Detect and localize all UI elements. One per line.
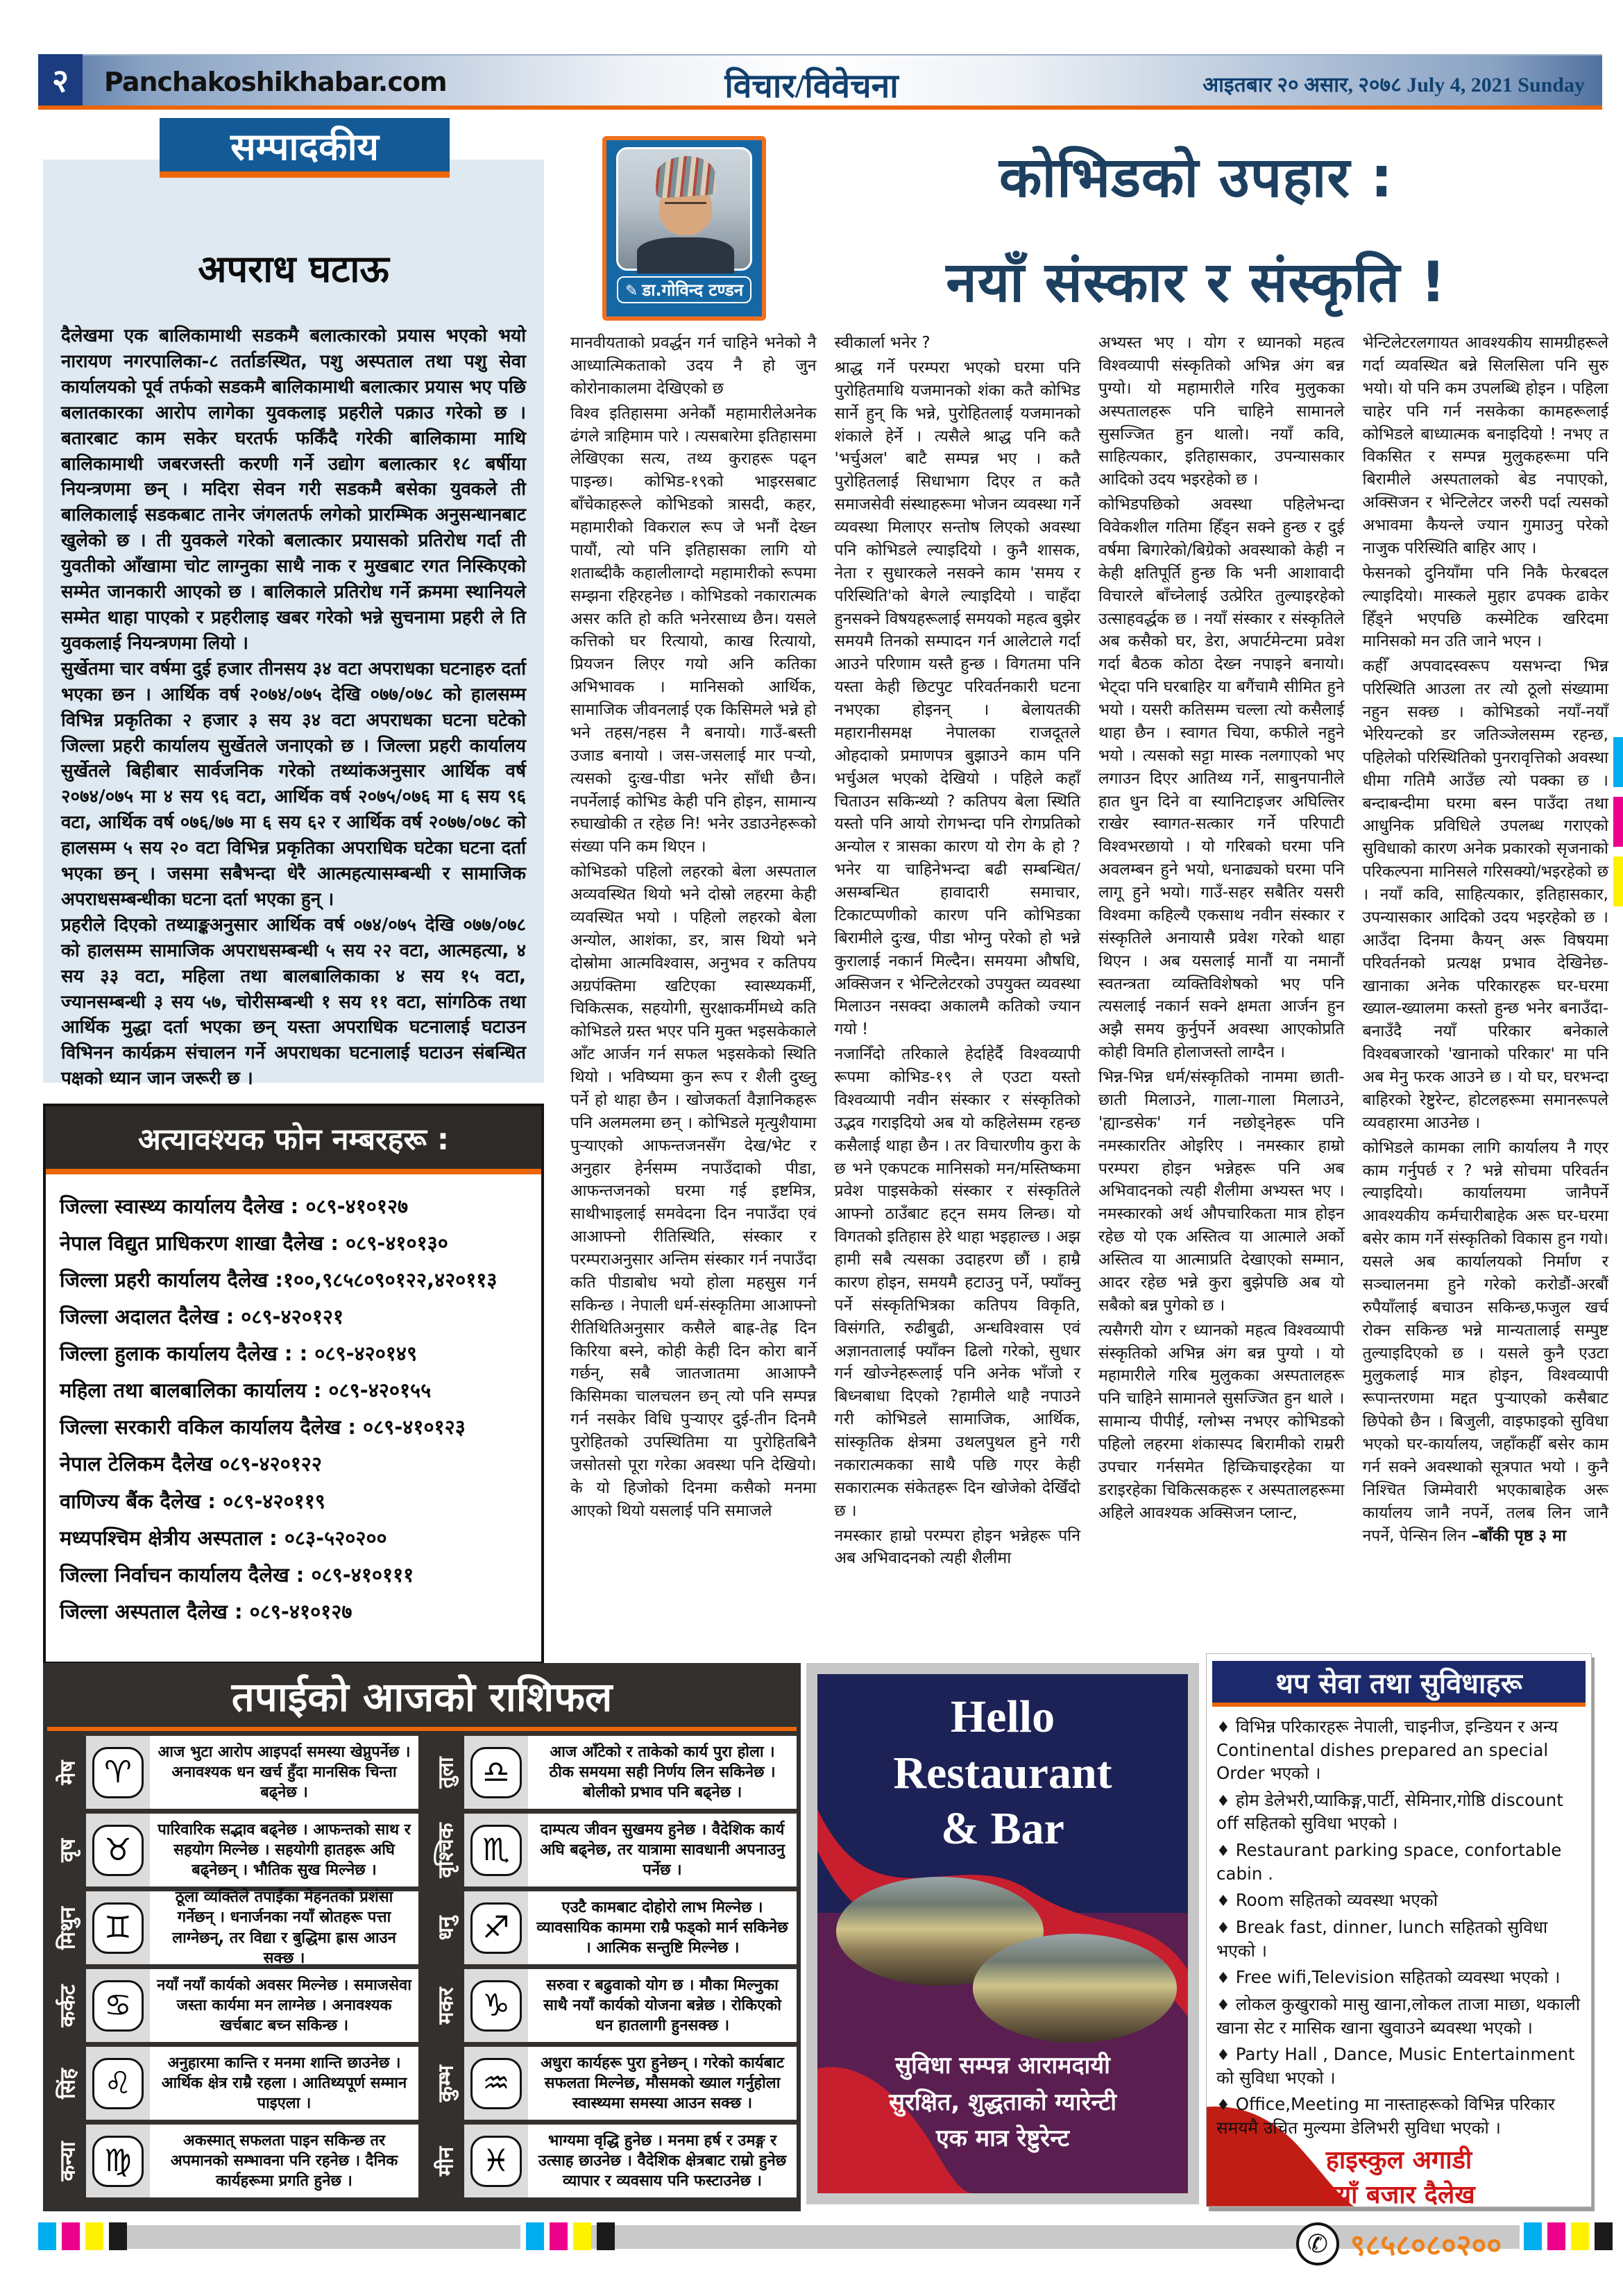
editorial-paragraph: सुर्खेतमा चार वर्षमा दुई हजार तीनसय ३४ वटा अपराधका घटनाहरु दर्ता भएका छन । आर्थिक वर्ष २०७४/०७५ देखि ०७७/०७८ को हालसम्म विभिन्न प्रकृतिका २ हजार ३ सय ३४ वटा अपराधका घटना घटेको जिल्ला प्रहरी कार्यालय सुर्खेतले जनाएको छ । जिल्ला प्रहरी कार्यालय सुर्खेतले बिहीबार सार्वजनिक गरेको तथ्यांकअनुसार आर्थिक वर्ष २०७४/०७५ मा ४ सय ९६ वटा, आर्थिक वर्ष २०७५/०७६ मा ६ सय ९६ वटा, आर्थिक वर्ष ०७६/७७ मा ६ सय ६२ र आर्थिक वर्ष २०७७/०७८ को हालसम्म ५ सय २० वटा विभिन्न प्रकृतिका अपराधिक घटेका घटना दर्ता भएका छन् । जसमा सबैभन्दा धेरै आत्महत्यासम्बन्धी र सामाजिक अपराधसम्बन्धीका घटना दर्ता भएका हुन् । bbox=[61, 658, 526, 910]
article-paragraph: नमस्कार हाम्रो परम्परा होइन भन्नेहरू पनि अब अभिवादनको त्यही शैलीमा bbox=[834, 1526, 1080, 1568]
phone-entry: नेपाल विद्युत प्राधिकरण शाखा दैलेख : ०८९-४१०१३० bbox=[60, 1231, 448, 1256]
phone-entry: जिल्ला सरकारी वकिल कार्यालय दैलेख : ०८९-४१०१२३ bbox=[60, 1415, 466, 1440]
phone-directory bbox=[43, 1104, 544, 1664]
sign-label: कुम्भ bbox=[425, 2047, 464, 2120]
leo-icon: ♌ bbox=[92, 2058, 144, 2109]
article-paragraph-text: कोभिडले कामका लागि कार्यालय नै गएर काम गर्नुपर्छ र ? भन्ने सोचमा परिवर्तन ल्याइदियो। कार्यालयमा जानैपर्ने आवश्यकीय कर्मचारीबाहेक अरू घर-घरमा बसेर काम गर्ने संस्कृतिको विकास हुन गयो। यसले अब कार्यालयको निर्माण र सञ्चालनमा हुने गरेको करोडौं-अरबौं रुपैयाँलाई बचाउन सकिन्छ,फजुल खर्च रोक्न सकिन्छ भन्ने मान्यतालाई सम्पुष्ट तुल्याइदिएको छ । यसले कुनै एउटा मुलुकलाई मात्र होइन, विश्वव्यापी रूपान्तरणमा मद्दत पुर्‍याएको कसैबाट छिपेको छैन । बिजुली, वाइफाइको सुविधा भएको घर-कार्यालय, जहाँकहीँ बसेर काम गर्न सक्ने अवस्थाको सूत्रपात भयो । कुनै निश्चित जिम्मेवारी भएकाबाहेक अरू कार्यालय जानै नपर्ने, तलब लिन जानै नपर्ने, पेन्सिन लिन bbox=[1362, 1138, 1608, 1545]
pisces-icon: ♓ bbox=[470, 2136, 522, 2187]
editorial-body bbox=[61, 323, 526, 1092]
scorpio-icon: ♏ bbox=[470, 1825, 522, 1876]
sign-forecast: अधुरा कार्यहरू पुरा हुनेछन् । गरेको कार्यबाट सफलता मिल्नेछ, मौसमको ख्याल गर्नुहोला स्वास्थ्यमा समस्या आउन सक्छ । bbox=[541, 2054, 784, 2113]
virgo-icon: ♍ bbox=[92, 2136, 144, 2187]
service-item: ♦ Restaurant parking space, confortable cabin . bbox=[1216, 1839, 1562, 1884]
service-item: ♦ Free wifi,Television सहितको व्यवस्था भएको । bbox=[1216, 1967, 1561, 1988]
aries-icon: ♈ bbox=[92, 1747, 144, 1798]
horoscope-row-makar bbox=[425, 1969, 797, 2042]
sign-forecast: पारिवारिक सद्भाव बढ्नेछ । आफन्तको साथ र सहयोग मिल्नेछ । सहयोगी हातहरू अघि बढ्नेछन् । भौतिक सुख मिल्नेछ । bbox=[158, 1821, 411, 1880]
article-paragraph: विश्व इतिहासमा अनेकौं महामारीलेअनेक ढंगले त्राहिमाम पारे । त्यसबारेमा इतिहासमा लेखिएका सत्य, तथ्य कुराहरू पढ्न पाइन्छ। कोभिड-१९को भाइरसबाट बाँचेकाहरूले कोभिडको त्रासदी, कहर, महामारीको विकराल रूप जे भनौं देख्न पायौं, त्यो पनि इतिहासका लागि यो शताब्दीकै कहालीलाग्दो महामारीको रूपमा सम्झना रहिरहनेछ । कोभिडको नकारात्मक असर कति हो कति भनेरसाध्य छैन। यसले कत्तिको घर रित्यायो, काख रित्यायो, प्रियजन लिएर गयो अनि कतिका अभिभावक । मानिसको आर्थिक, सामाजिक जीवनलाई एक किसिमले भन्ने हो भने तहस/नहस नै बनायो। गाउँ-बस्ती उजाड बनायो । जस-जसलाई मार पर्‍यो, त्यसको दुःख-पीडा भनेर साँधी छैन। नपर्नेलाई कोभिड केही पनि होइन, सामान्य रुघाखोकी त रहेछ नि! भनेर उडाउनेहरूको संख्या पनि कम थिएन । bbox=[570, 404, 817, 856]
editorial-headline: अपराध घटाऊ bbox=[198, 247, 389, 291]
site-name: Panchakoshikhabar.com bbox=[104, 67, 447, 97]
sign-forecast: भाग्यमा वृद्धि हुनेछ । मनमा हर्ष र उमङ्ग र उत्साह छाउनेछ । वैदेशिक क्षेत्रबाट राम्रो हुनेछ व्यापार र व्यवसाय पनि फस्टाउनेछ । bbox=[538, 2132, 787, 2191]
author-glasses bbox=[665, 202, 707, 212]
article-column-4 bbox=[1363, 332, 1609, 1631]
capricorn-icon: ♑ bbox=[470, 1980, 522, 2032]
libra-icon: ♎ bbox=[470, 1747, 522, 1798]
sign-label: मेष bbox=[47, 1736, 86, 1809]
editorial-paragraph: दैलेखमा एक बालिकामाथी सडकमै बलात्कारको प्रयास भएको भयो नारायण नगरपालिका-८ तर्ताङस्थित, पशु अस्पताल तथा पशु सेवा कार्यालयको पूर्व तर्फको सडकमै बालिकामाथी बलात्कार प्रयास भए पछि बलातकारका आरोप लागेका युवकलाइ प्रहरीले पक्राउ गरेको छ । बतारबाट काम सकेर घरतर्फ फर्किंदै गरेकी बालिकामा माथि बालिकामाथी जबरजस्ती करणी गर्ने उद्योग बलात्कार १८ बर्षीया नियन्त्रणमा छन् । मदिरा सेवन गरी सडकमै बसेका युवकले ती बालिकालाई सडकबाट तानेर जंगलतर्फ लगेको प्रारम्भिक अनुसन्धानबाट खुलेको छ । ती युवकले गरेको बलात्कार प्रयासको प्रतिरोध गर्दा ती युवतीको आँखामा चोट लाग्नुका साथै नाक र मुखबाट रगत निस्किएको सम्मेत जानकारी आएको छ । बालिकाले प्रतिरोध गर्ने क्रममा स्थानियले सम्मेत थाहा पाएको र प्रहरीलाइ खबर गरेको भन्ने सुचनामा प्रहरी ले ति युवकलाई नियन्त्रणमा लियो । bbox=[61, 326, 526, 654]
horoscope-row-brish bbox=[47, 1814, 418, 1886]
edge-registration-mark bbox=[1613, 797, 1623, 847]
horoscope-row-karkat bbox=[47, 1969, 418, 2042]
author-name: डा.गोविन्द टण्डन bbox=[642, 280, 744, 300]
phone-entry: जिल्ला अदालत दैलेख : ०८९-४२०१२१ bbox=[60, 1305, 344, 1329]
article-paragraph: भेन्टिलेटरलगायत आवश्यकीय सामग्रीहरूले गर्दा व्यवस्थित बन्ने सिलसिला पनि सुरु भयो। यो पनि कम उपलब्धि होइन । पहिला चाहेर पनि गर्न नसकेका कामहरूलाई कोभिडले बाध्यात्मक बनाइदियो ! नभए त विकसित र सम्पन्न मुलुकहरूमा पनि बिरामीले अस्पतालको बेड नपाएको, अक्सिजन र भेन्टिलेटर जरुरी पर्दा त्यसको अभावमा कैयन्ले ज्यान गुमाउनु परेको नाजुक परिस्थिति बाहिर आए । bbox=[1362, 334, 1608, 557]
edition-date: आइतबार २० असार, २०७८ July 4, 2021 Sunday bbox=[1203, 74, 1585, 96]
horoscope-left-column bbox=[47, 1736, 418, 2197]
author-photo bbox=[616, 147, 752, 271]
article-column-3 bbox=[1098, 332, 1345, 1631]
phone-entry: जिल्ला स्वास्थ्य कार्यालय दैलेख : ०८९-४१०१२७ bbox=[60, 1195, 409, 1218]
aquarius-icon: ♒ bbox=[470, 2058, 522, 2109]
editorial-tab: सम्पादकीय bbox=[160, 118, 450, 178]
cancer-icon: ♋ bbox=[92, 1980, 144, 2032]
sign-label: वृश्चिक bbox=[425, 1814, 464, 1886]
sign-label: मीन bbox=[425, 2125, 464, 2197]
editorial-box bbox=[43, 160, 544, 1090]
restaurant-ad-title: Hello Restaurant & Bar bbox=[893, 1691, 1112, 1855]
service-item: ♦ Party Hall , Dance, Music Entertainment को सुविधा भएको । bbox=[1216, 2044, 1575, 2088]
sign-forecast: आज आँटेको र ताकेको कार्य पुरा होला । ठीक समयमा सही निर्णय लिन सकिनेछ । बोलीको प्रभाव पनि बढ्नेछ । bbox=[549, 1743, 776, 1802]
horoscope-row-mesh bbox=[47, 1736, 418, 1809]
phone-entry: नेपाल टेलिकम दैलेख ०८९-४२०१२२ bbox=[60, 1452, 322, 1476]
restaurant-ad-tagline: सुविधा सम्पन्न आरामदायी सुरक्षित, शुद्धताको ग्यारेन्टी एक मात्र रेष्टुरेन्ट bbox=[888, 2051, 1117, 2153]
footer-bar bbox=[124, 2225, 520, 2249]
article-paragraph: कोभिडको पहिलो लहरको बेला अस्पताल अव्यवस्थित थियो भने दोस्रो लहरमा केही व्यवस्थित भयो । पहिलो लहरको बेला अन्योल, आशंका, डर, त्रास थियो भने दोस्रोमा आत्मविश्वास, अनुभव र कतिपय अग्रपंक्तिमा खटिएका स्वास्थ्यकर्मी, चिकित्सक, सहयोगी, सुरक्षाकर्मीमध्ये कति कोभिडले ग्रस्त भएर पनि मुक्त भइसकेकाले आँट आर्जन गर्न सफल भइसकेको स्थिति थियो । भविष्यमा कुन रूप र शैली दुख्नु पर्ने हो थाहा छैन । खोजकर्ता वैज्ञानिकहरू पनि अलमलमा छन् । कोभिडले मृत्युशैयामा पुर्‍याएको आफन्तजनसँग देख/भेट र अनुहार हेर्नसम्म नपाउँदाको पीडा, आफन्तजनको घरमा गई इष्टमित्र, साथीभाइलाई समवेदना दिन नपाउँदा एवं आआफ्नो रीतिस्थिति, संस्कार र परम्पराअनुसार अन्तिम संस्कार गर्न नपाउँदा कति पीडाबोध भयो होला महसुस गर्न सकिन्छ । नेपाली धर्म-संस्कृतिमा आआफ्नो रीतिथितिअनुसार कसैले बाह्र-तेह्र दिन किरिया बस्ने, कोही केही दिन कोरा बार्ने गर्छन्, सबै जातजातमा आआफ्नै किसिमका चालचलन छन् त्यो पनि सम्पन्न गर्न नसकेर विधि पुर्‍याएर दुई-तीन दिनमै पुरोहितको उपस्थितिमा या पुरोहितबिनै जसोतसो पूरा गरेका अवस्था पनि देखियो। के यो हिजोको दिनमा कसैको मनमा आएको थियो यसलाई पनि समाजले bbox=[570, 863, 817, 1520]
service-item: ♦ Room सहितको व्यवस्था भएको bbox=[1216, 1889, 1438, 1910]
article-column-2 bbox=[835, 332, 1081, 1631]
gemini-icon: ♊ bbox=[92, 1902, 144, 1954]
sign-label: सिंह bbox=[47, 2047, 86, 2120]
horoscope-row-tula bbox=[425, 1736, 797, 1809]
horoscope-row-kanya bbox=[47, 2125, 418, 2197]
article-paragraph: भिन्न-भिन्न धर्म/संस्कृतिको नाममा छाती-छाती मिलाउने, गाला-गाला मिलाउने, 'ह्यान्डसेक' गर्न नछोड्नेहरू पनि नमस्कारतिर ओइरिए । नमस्कार हाम्रो परम्परा होइन भन्नेहरू पनि अब अभिवादनको त्यही शैलीमा अभ्यस्त भए । नमस्कारको अर्थ औपचारिकता मात्र होइन रहेछ यो एक अस्तित्व या आत्माले अर्को अस्तित्व या आत्माप्रति देखाएको सम्मान, आदर रहेछ भन्ने कुरा बुझेपछि अब यो सबैको बन्न पुगेको छ । bbox=[1098, 1068, 1345, 1315]
sign-label: तुला bbox=[425, 1736, 464, 1809]
print-registration-marks bbox=[526, 2222, 615, 2250]
author-photo-box bbox=[602, 136, 766, 321]
sign-forecast: अकस्मात् सफलता पाइन सकिन्छ तर अपमानको सम्भावना पनि रहनेछ । दैनिक कार्यहरूमा प्रगति हुनेछ । bbox=[170, 2132, 398, 2191]
taurus-icon: ♉ bbox=[92, 1825, 144, 1876]
sign-label: मकर bbox=[425, 1969, 464, 2042]
services-ad-phone bbox=[1207, 2222, 1591, 2265]
section-title: विचार/विवेचना bbox=[724, 68, 899, 105]
header-rule bbox=[38, 105, 1602, 110]
sign-forecast: एउटै कामबाट दोहोरो लाभ मिल्नेछ । व्यावसायिक काममा राम्रै फड्को मार्न सकिनेछ । आत्मिक सन्तुष्टि मिल्नेछ । bbox=[536, 1898, 788, 1957]
phone-entry: जिल्ला निर्वाचन कार्यालय दैलेख : ०८९-४१०१११ bbox=[60, 1562, 414, 1587]
diamond-bullet-icon: ♦ bbox=[1216, 1719, 1230, 1737]
phone-icon: ✆ bbox=[1296, 2222, 1339, 2265]
diamond-bullet-icon: ♦ bbox=[1216, 1842, 1230, 1860]
diamond-bullet-icon: ♦ bbox=[1216, 2047, 1230, 2065]
phone-entry: मध्यपश्चिम क्षेत्रीय अस्पताल : ०८३-५२०२०० bbox=[60, 1526, 387, 1550]
service-item: ♦ होम डेलेभरी,प्याकिङ्ग,पार्टी, सेमिनार,गोष्ठि discount off सहितको सुविधा भएको । bbox=[1216, 1789, 1563, 1834]
service-item: ♦ लोकल कुखुराको मासु खाना,लोकल ताजा माछा, थकाली खाना सेट र मासिक खाना खुवाउने ब्यवस्था भएको । bbox=[1216, 1994, 1581, 2038]
services-ad-location: हाइस्कुल अगाडी नयाँ बजार दैलेख bbox=[1323, 2145, 1475, 2210]
sign-label: मिथुन bbox=[47, 1891, 86, 1964]
article-paragraph: अभ्यस्त भए । योग र ध्यानको महत्व विश्वव्यापी संस्कृतिको अभिन्न अंग बन्न पुग्यो। यो महामारीले गरिव मुलुकका अस्पतालहरू पनि चाहिने सामानले सुसज्जित हुन थालो। नयाँ कवि, साहित्यकार, इतिहासकार, उपन्यासकार आदिको उदय भइरहेको छ । bbox=[1098, 334, 1345, 489]
sign-forecast: आज भुटा आरोप आइपर्दा समस्या खेप्नुपर्नेछ । अनावश्यक धन खर्च हुँदा मानसिक चिन्ता बढ्नेछ । bbox=[158, 1743, 411, 1802]
services-list bbox=[1207, 1707, 1591, 2140]
service-item: ♦ Break fast, dinner, lunch सहितको सुविधा भएको । bbox=[1216, 1916, 1548, 1961]
sign-forecast: ठूला व्यक्तिले तपाईँका मेहनतको प्रशंसा गर्नेछन् । धनार्जनका नयाँ स्रोतहरू पत्ता लाग्नेछन्, तर विद्या र बुद्धिमा ह्रास आउन सक्छ । bbox=[172, 1889, 396, 1967]
diamond-bullet-icon: ♦ bbox=[1216, 1970, 1230, 1988]
horoscope-row-dhanu bbox=[425, 1891, 797, 1964]
restaurant-photo-2 bbox=[973, 1934, 1177, 2043]
horoscope-row-mithun bbox=[47, 1889, 418, 1967]
editorial-paragraph: प्रहरीले दिएको तथ्याङ्कअनुसार आर्थिक वर्ष ०७४/०७५ देखि ०७७/०७८ को हालसम्म सामाजिक अपराधसम्बन्धी ५ सय २२ वटा, आत्महत्या, ४ सय ३३ वटा, महिला तथा बालबालिकाका ४ सय १५ वटा, ज्यानसम्बन्धी ३ सय ५७, चोरीसम्बन्धी १ सय ११ वटा, सांगठिक तथा आर्थिक मुद्धा दर्ता भएका छन् यस्ता अपराधिक घटनालाई घटाउन विभिनन कार्यक्रम संचालन गर्ने अपराधका घटनालाई घटाउन संबन्धित पक्षको ध्यान जान जरूरी छ । bbox=[61, 914, 526, 1090]
sign-forecast: अनुहारमा कान्ति र मनमा शान्ति छाउनेछ । आर्थिक क्षेत्र राम्रै रहला । आतिथ्यपूर्ण सम्मान पाइएला । bbox=[161, 2054, 407, 2113]
edge-registration-mark bbox=[1613, 737, 1623, 787]
diamond-bullet-icon: ♦ bbox=[1216, 2097, 1230, 2115]
print-registration-marks bbox=[38, 2222, 127, 2250]
article-paragraph: कोभिडपछिको अवस्था पहिलेभन्दा विवेकशील गतिमा हिँड्न सक्ने हुन्छ र दुई वर्षमा बिगारेको/बिग्रेको अवस्थाको केही न केही क्षतिपूर्ति हुन्छ कि भनी आशावादी विचारले बाँच्नेलाई उत्प्रेरित तुल्याइरहेको उत्साहवर्द्धक छ । नयाँ संस्कार र संस्कृतिले अब कसैको घर, डेरा, अपार्टमेन्टमा प्रवेश गर्दा बैठक कोठा देख्न नपाइने बनायो। भेट्दा पनि घरबाहिर या बगैंचामै सीमित हुने भयो । यसरी कतिसम्म चल्ला त्यो कसैलाई थाहा छैन । स्वागत चिया, कफीले नहुने भयो । त्यसको सट्टा मास्क नलगाएको भए लगाउन दिएर आतिथ्य गर्ने, साबुनपानीले हात धुन दिने वा स्यानिटाइजर अघिल्तिर राखेर स्वागत-सत्कार गर्ने परिपाटी विश्वभरछायो । यो गरिबको घरमा पनि अवलम्बन हुने भयो, धनाढ्यको घरमा पनि लागू हुने भयो। गाउँ-सहर सबैतिर यसरी विश्वमा कहिल्यै एकसाथ नवीन संस्कार र संस्कृतिले अनायासै प्रवेश गरेको थाहा थिएन । अब यसलाई मानौं या नमानौं स्वतन्त्रता व्यक्तिविशेषको भए पनि त्यसलाई नकार्न सक्ने क्षमता आर्जन हुन अझै समय कुर्नुपर्ने अवस्था आएकोप्रति कोही विमति होलाजस्तो लाग्दैन । bbox=[1098, 496, 1345, 1062]
article-paragraph bbox=[1363, 1137, 1609, 1548]
phone-entry: महिला तथा बालबालिका कार्यालय : ०८९-४२०१५५ bbox=[60, 1378, 432, 1403]
article-headline bbox=[784, 132, 1608, 321]
diamond-bullet-icon: ♦ bbox=[1216, 1892, 1230, 1910]
article-headline-line1: कोभिडको उपहार : bbox=[999, 145, 1393, 210]
article-paragraph: फेसनको दुनियाँमा पनि निकै फेरबदल ल्याइदियो। मास्कले मुहार ढपक्क ढाकेर हिँड्ने भएपछि कस्मेटिक खरिदमा मानिसको मन उति जाने भएन । bbox=[1362, 564, 1608, 651]
article-paragraph: स्वीकार्ला भनेर ? bbox=[834, 334, 931, 352]
sign-forecast: नयाँ नयाँ कार्यको अवसर मिल्नेछ । समाजसेवा जस्ता कार्यमा मन लाग्नेछ । अनावश्यक खर्चबाट बच्न सकिन्छ । bbox=[157, 1976, 411, 2035]
phone-entry: जिल्ला प्रहरी कार्यालय दैलेख :१००,९८५८०९०१२२,४२०११३ bbox=[60, 1268, 498, 1292]
horoscope-row-min bbox=[425, 2125, 797, 2197]
author-topi bbox=[654, 154, 717, 199]
diamond-bullet-icon: ♦ bbox=[1216, 1919, 1230, 1937]
services-ad-title: थप सेवा तथा सुविधाहरू bbox=[1212, 1661, 1586, 1707]
article-paragraph: कहीँ अपवादस्वरूप यसभन्दा भिन्न परिस्थिति आउला तर त्यो ठूलो संख्यामा नहुन सक्छ । कोभिडको नयाँ-नयाँ भेरियन्टको डर जतिञ्जेलसम्म रहन्छ, पहिलेको परिस्थितिको पुनरावृत्तिको अवस्था धीमा गतिमै आउँछ त्यो पक्का छ । बन्दाबन्दीमा घरमा बस्न पाउँदा तथा आधुनिक प्रविधिले उपलब्ध गराएको सुविधाको कारण अनेक प्रकारको सृजनाको परिकल्पना मानिसले गरिसक्यो/भइरहेको छ । नयाँ कवि, साहित्यकार, इतिहासकार, उपन्यासकार आदिको उदय भइरहेको छ । आउँदा दिनमा कैयन् अरू विषयमा परिवर्तनको प्रत्यक्ष प्रभाव देखिनेछ- खानाका अनेक परिकारहरू घर-घरमा ख्याल-ख्यालमा कस्तो हुन्छ भनेर बनाउँदा-बनाउँदै नयाँ परिकार बनेकाले विश्वबजारको 'खानाको परिकार' मा पनि अब मेनु फरक आउने छ । यो घर, घरभन्दा बाहिरको रेष्टुरेन्ट, होटलहरूमा समानरूपले व्यवहारमा आउनेछ । bbox=[1362, 657, 1608, 1132]
horoscope-row-brischik bbox=[425, 1814, 797, 1886]
sign-label: वृष bbox=[47, 1814, 86, 1886]
author-shoulders bbox=[637, 237, 735, 273]
article-column-1 bbox=[570, 332, 817, 1631]
restaurant-ad bbox=[806, 1663, 1199, 2204]
article-paragraph: त्यसैगरी योग र ध्यानको महत्व विश्वव्यापी संस्कृतिको अभिन्न अंग बन्न पुग्यो । यो महामारीले गरिब मुलुकका अस्पतालहरू पनि चाहिने सामानले सुसज्जित हुन थाले । सामान्य पीपीई, ग्लोभ्स नभएर कोभिडको पहिलो लहरमा शंकास्पद बिरामीको राम्ररी उपचार गर्नसमेत हिच्किचाइरहेका या डराइरहेका चिकित्सकहरू र अस्पतालहरूमा अहिले आवश्यक अक्सिजन प्लान्ट, bbox=[1098, 1321, 1345, 1522]
horoscope-right-column bbox=[425, 1736, 797, 2197]
horoscope-section bbox=[43, 1663, 801, 2211]
page-number: २ bbox=[38, 54, 83, 105]
sagittarius-icon: ♐ bbox=[470, 1902, 522, 1954]
phone-directory-title: अत्यावश्यक फोन नम्बरहरू : bbox=[46, 1106, 541, 1174]
phone-directory-list bbox=[46, 1174, 541, 1630]
horoscope-rule bbox=[47, 1727, 797, 1731]
sign-label: धनु bbox=[425, 1891, 464, 1964]
sign-label: कन्या bbox=[47, 2125, 86, 2197]
article-paragraph: नजानिँदो तरिकाले हेर्दाहेर्दै विश्वव्यापी रूपमा कोभिड-१९ ले एउटा यस्तो विश्वव्यापी नवीन संस्कार र संस्कृतिको उद्भव गराइदियो अब यो कहिलेसम्म रहन्छ कसैलाई थाहा छैन । तर विचारणीय कुरा के छ भने एकपटक मानिसको मन/मस्तिष्कमा प्रवेश पाइसकेको संस्कार र संस्कृतिले आफ्नो ठाउँबाट हट्न समय लिन्छ। यो विगतको इतिहास हेरे थाहा भइहाल्छ । अझ हामी सबै त्यसका उदाहरण छौं । हाम्रै कारण होइन, समयमै हटाउनु पर्ने, फ्याँक्नु पर्ने संस्कृतिभित्रका कतिपय विकृति, विसंगति, रुढीबुढी, अन्धविश्वास एवं अज्ञानतालाई फ्याँक्न ढिलो गरेको, सुधार गर्न खोज्नेहरूलाई पनि अनेक भाँजो र बिध्नबाधा दिएको ?हामीले थाहै नपाउने गरी कोभिडले सामाजिक, आर्थिक, सांस्कृतिक क्षेत्रमा उथलपुथल हुने गरी नकारात्मकका साथै पछि गएर केही सकारात्मक संकेतहरू दिन खोजेको देखिँदो छ । bbox=[834, 1045, 1080, 1520]
diamond-bullet-icon: ♦ bbox=[1216, 1792, 1230, 1810]
phone-entry: जिल्ला अस्पताल दैलेख : ०८९-४१०१२७ bbox=[60, 1599, 352, 1623]
pen-icon: ✎ bbox=[624, 282, 638, 300]
phone-entry: वाणिज्य बैंक दैलेख : ०८९-४२०११९ bbox=[60, 1489, 325, 1513]
edge-registration-mark bbox=[1613, 856, 1623, 906]
article-paragraph: मानवीयताको प्रवर्द्धन गर्न चाहिने भनेको नै आध्यात्मिकताको उदय नै हो जुन कोरोनाकालमा देखिएको छ bbox=[570, 334, 817, 398]
phone-entry: जिल्ला हुलाक कार्यालय दैलेख : : ०८९-४२०१४९ bbox=[60, 1342, 418, 1366]
article-body bbox=[570, 332, 1608, 1631]
sign-forecast: सरुवा र बढुवाको योग छ । मौका मिल्नुका साथै नयाँ कार्यको योजना बन्नेछ । रोकिएको धन हातलागी हुनसक्छ । bbox=[543, 1976, 781, 2035]
continuation-note: –बाँकी पृष्ठ ३ मा bbox=[1471, 1526, 1566, 1545]
author-caption bbox=[617, 276, 751, 303]
sign-forecast: दाम्पत्य जीवन सुखमय हुनेछ । वैदेशिक कार्य अघि बढ्नेछ, तर यात्रामा सावधानी अपनाउनु पर्नेछ । bbox=[540, 1821, 785, 1880]
horoscope-title: तपाईको आजको राशिफल bbox=[231, 1673, 613, 1721]
article-headline-line2: नयाँ संस्कार र संस्कृति ! bbox=[946, 250, 1447, 314]
article-paragraph: श्राद्ध गर्ने परम्परा भएको घरमा पनि पुरोहितमाथि यजमानको शंका कतै कोभिड सार्ने हुन् कि भन्ने, पुरोहितलाई यजमानको शंकाले हेर्ने । त्यसैले श्राद्ध पनि कतै 'भर्चुअल' बाटै सम्पन्न भए । कतै पुरोहितलाई सिधाभाग दिएर त कतै समाजसेवी संस्थाहरूमा भोजन व्यवस्था गर्ने व्यवस्था मिलाएर सन्तोष लिएको अवस्था पनि कोभिडले ल्याइदियो । कुनै शासक, नेता र सुधारकले नसक्ने काम 'समय र परिस्थिति'को बेगले ल्याइदियो । चाहँदा हुनसक्ने विषयहरूलाई समयको महत्व बुझेर समयमै तिनको सम्पादन गर्न आलेटाले गर्दा आउने परिणाम यस्तै हुन्छ । विगतमा पनि यस्ता केही छिटपुट परिवर्तनकारी घटना नभएका होइनन् । बेलायतकी महारानीसमक्ष नेपालका राजदूतले ओहदाको प्रमाणपत्र बुझाउने काम पनि भर्चुअल भएको देखियो । पहिले कहाँ चिताउन सकिन्थ्यो ? कतिपय बेला स्थिति यस्तो पनि आयो रोगभन्दा पनि रोगप्रतिको अन्योल र त्रासका कारण यो रोग के हो ? भनेर या चाहिनेभन्दा बढी सम्बन्धित/असम्बन्धित हावादारी समाचार, टिकाटप्पणीको कारण पनि कोभिडका बिरामीले दुःख, पीडा भोग्नु परेको हो भन्ने कुरालाई नकार्न मिल्दैन। समयमा औषधि, अक्सिजन र भेन्टिलेटरको उपयुक्त व्यवस्था मिलाउन नसक्दा अकालमै कतिको ज्यान गयो ! bbox=[834, 358, 1080, 1039]
horoscope-row-kumbha bbox=[425, 2047, 797, 2120]
sign-label: कर्कट bbox=[47, 1969, 86, 2042]
services-ad bbox=[1206, 1653, 1592, 2262]
horoscope-row-singha bbox=[47, 2047, 418, 2120]
services-phone-number: ९८५८०८०२०० bbox=[1350, 2227, 1502, 2262]
service-item: ♦ Office,Meeting मा नास्ताहरूको विभिन्न परिकार समयमै उचित मुल्यमा डेलिभरी सुविधा भएको । bbox=[1216, 2094, 1555, 2138]
diamond-bullet-icon: ♦ bbox=[1216, 1997, 1230, 2014]
service-item: ♦ विभिन्न परिकारहरू नेपाली, चाइनीज, इन्डियन र अन्य Continental dishes prepared an special Order भएको । bbox=[1216, 1716, 1558, 1784]
